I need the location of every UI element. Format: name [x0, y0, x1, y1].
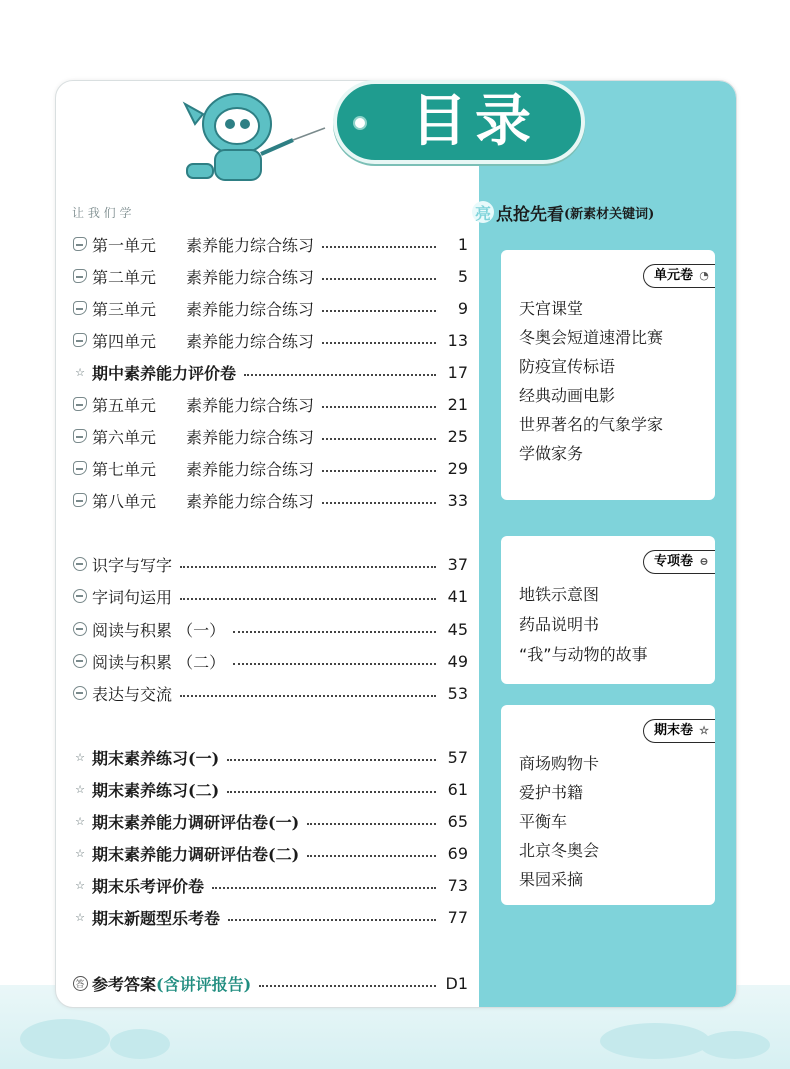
keyword-item: 药品说明书	[519, 615, 600, 634]
unit-icon	[72, 396, 88, 412]
toc-row-unit-7[interactable]: 第七单元 素养能力综合练习 29	[72, 457, 468, 479]
keyword-item: 果园采摘	[519, 870, 584, 889]
toc-row-unit-1[interactable]: 第一单元 素养能力综合练习 1	[72, 233, 468, 255]
keyword-item: 地铁示意图	[519, 585, 600, 604]
unit-icon	[72, 332, 88, 348]
keyword-box-final	[501, 705, 715, 905]
keyword-item: 经典动画电影	[519, 386, 616, 405]
special-icon	[72, 621, 88, 637]
toc-row-special-2[interactable]: 字词句运用 41	[72, 585, 468, 607]
keyword-item: 平衡车	[519, 812, 568, 831]
tag-hole	[353, 116, 367, 130]
arrow-star-icon: ☆	[75, 910, 85, 924]
answer-icon: 答	[72, 975, 88, 991]
box-tag-special: 专项卷 ⊖	[643, 550, 715, 574]
keyword-item: 冬奥会短道速滑比赛	[519, 328, 664, 347]
arrow-star-icon: ☆	[75, 750, 85, 764]
keyword-item: 学做家务	[519, 444, 584, 463]
toc-row-special-5[interactable]: 表达与交流 53	[72, 682, 468, 704]
toc-row-special-1[interactable]: 识字与写字 37	[72, 553, 468, 575]
keyword-item: 商场购物卡	[519, 754, 600, 773]
arrow-star-icon: ☆	[75, 365, 85, 379]
highlight-icon: 亮	[472, 201, 494, 223]
unit-icon	[72, 268, 88, 284]
toc-row-answers[interactable]: 答 参考答案 (含讲评报告) D1	[72, 972, 468, 994]
toc-row-final-2[interactable]: ☆ 期末素养练习(二) 61	[72, 778, 468, 800]
arrow-star-icon: ☆	[75, 878, 85, 892]
toc-row-unit-6[interactable]: 第六单元 素养能力综合练习 25	[72, 425, 468, 447]
unit-icon	[72, 236, 88, 252]
special-icon: ⊖	[699, 555, 709, 568]
box-tag-final: 期末卷 ☆	[643, 719, 715, 743]
arrow-star-icon: ☆	[75, 846, 85, 860]
arrow-star-icon: ☆	[75, 782, 85, 796]
unit-icon	[72, 300, 88, 316]
toc-row-final-5[interactable]: ☆ 期末乐考评价卷 73	[72, 874, 468, 896]
page-title: 目录	[411, 89, 539, 154]
keyword-item: “我”与动物的故事	[519, 645, 648, 664]
keyword-item: 爱护书籍	[519, 783, 584, 802]
keyword-box-unit	[501, 250, 715, 500]
toc-row-unit-8[interactable]: 第八单元 素养能力综合练习 33	[72, 489, 468, 511]
toc-row-midterm[interactable]: ☆ 期中素养能力评价卷 17	[72, 361, 468, 383]
unit-icon	[72, 460, 88, 476]
unit-icon	[72, 428, 88, 444]
toc-row-unit-2[interactable]: 第二单元 素养能力综合练习 5	[72, 265, 468, 287]
toc-row-final-4[interactable]: ☆ 期末素养能力调研评估卷(二) 69	[72, 842, 468, 864]
unit-icon	[72, 492, 88, 508]
box-tag-unit: 单元卷 ◔	[643, 264, 715, 288]
special-icon	[72, 556, 88, 572]
toc-row-unit-5[interactable]: 第五单元 素养能力综合练习 21	[72, 393, 468, 415]
keyword-item: 北京冬奥会	[519, 841, 600, 860]
toc-row-special-4[interactable]: 阅读与积累 （二） 49	[72, 650, 468, 672]
keyword-item: 世界著名的气象学家	[519, 415, 664, 434]
arrow-star-icon: ☆	[699, 724, 709, 737]
arrow-star-icon: ☆	[75, 814, 85, 828]
special-icon	[72, 685, 88, 701]
keyword-box-special	[501, 536, 715, 684]
toc-row-final-1[interactable]: ☆ 期末素养练习(一) 57	[72, 746, 468, 768]
hot-header: 亮 点抢先看 (新素材关键词)	[472, 198, 654, 226]
toc-row-unit-4[interactable]: 第四单元 素养能力综合练习 13	[72, 329, 468, 351]
toc-row-final-6[interactable]: ☆ 期末新题型乐考卷 77	[72, 906, 468, 928]
special-icon	[72, 588, 88, 604]
unit-icon: ◔	[699, 269, 709, 282]
toc-row-final-3[interactable]: ☆ 期末素养能力调研评估卷(一) 65	[72, 810, 468, 832]
astronaut-mascot-icon	[175, 84, 335, 194]
keyword-item: 天宫课堂	[519, 299, 584, 318]
toc-row-special-3[interactable]: 阅读与积累 （一） 45	[72, 618, 468, 640]
toc-row-unit-3[interactable]: 第三单元 素养能力综合练习 9	[72, 297, 468, 319]
special-icon	[72, 653, 88, 669]
keyword-item: 防疫宣传标语	[519, 357, 616, 376]
toc-section-label: 让 我 们 学	[72, 206, 132, 220]
